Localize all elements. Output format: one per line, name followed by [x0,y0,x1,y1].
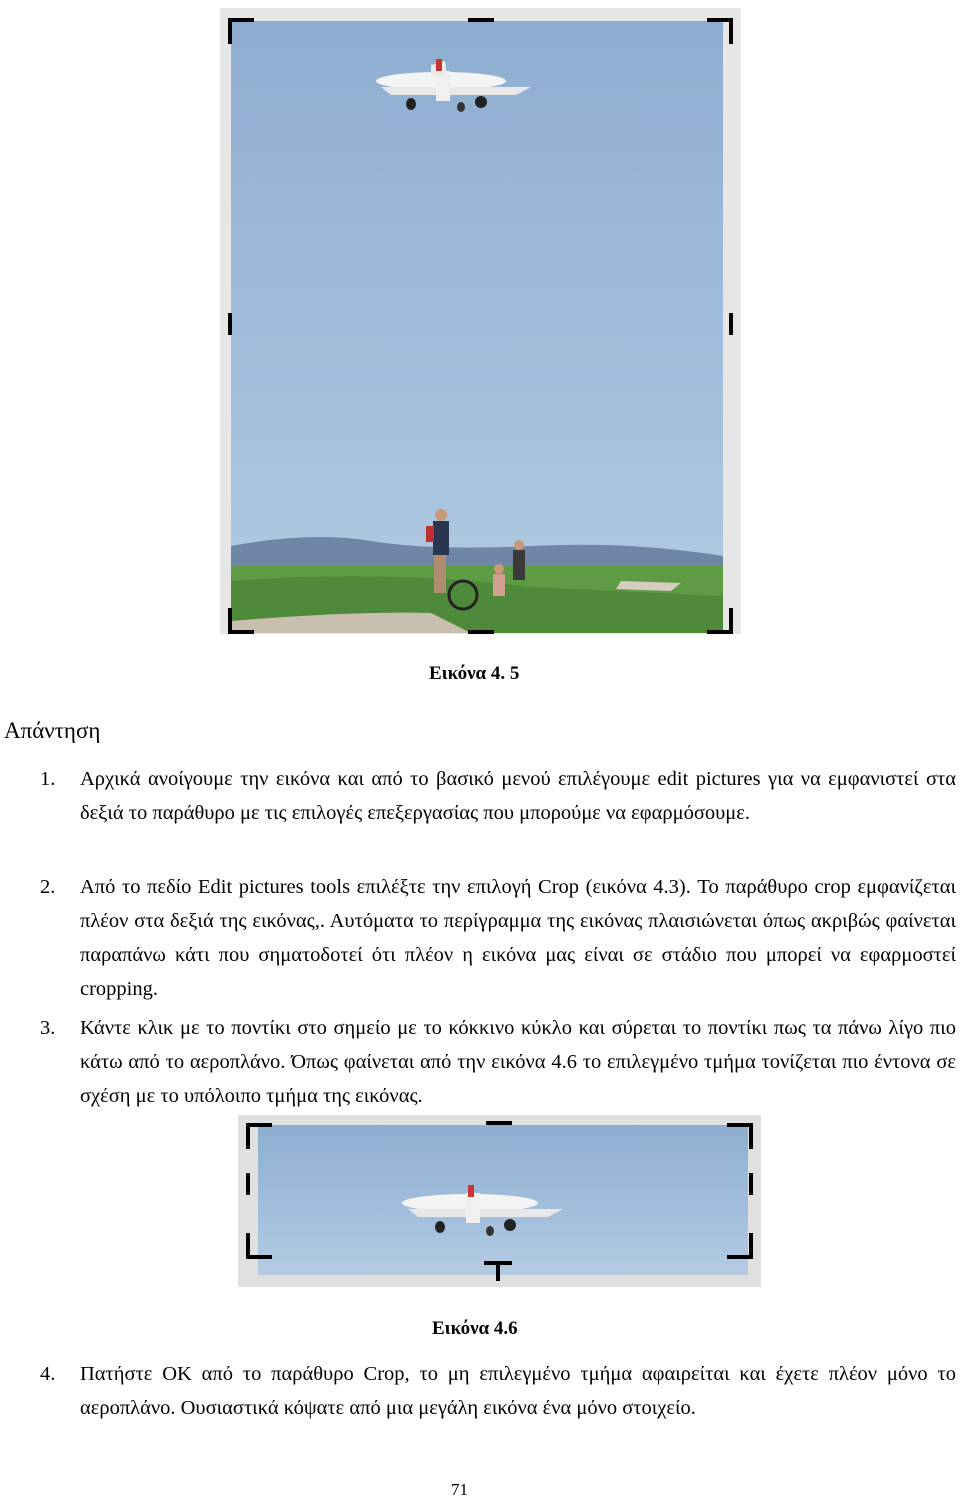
step-number: 1. [40,768,56,790]
crop-corner-bottom-right[interactable] [727,1233,753,1259]
crop-figure-selection [238,1115,761,1287]
crop-corner-top-left[interactable] [228,18,254,44]
crop-handle-left[interactable] [246,1173,250,1195]
crop-corner-bottom-left[interactable] [246,1233,272,1259]
airplane-photo [231,21,723,633]
step-text: Αρχικά ανοίγουμε την εικόνα και από το βασικό μενού επιλέγουμε edit pictures για να εμφανιστεί στα δεξιά το παράθυρο με τις επιλογές επεξεργασίας που μπορούμε να εφαρμόσουμε. [80,768,956,824]
step-number: 3. [40,1017,56,1039]
crop-handle-right[interactable] [749,1173,753,1195]
figure-caption-4-5: Εικόνα 4. 5 [429,663,520,684]
crop-corner-top-right[interactable] [707,18,733,44]
step-text: Από το πεδίο Edit pictures tools επιλέξτε την επιλογή Crop (εικόνα 4.3). Το παράθυρο crop εμφανίζεται πλέον στα δεξιά της εικόνας,. Αυτόματα το περίγραμμα της εικόνας πλαισιώνεται όπως ακριβώς φαίνεται παραπάνω κάτι που σηματοδοτεί ότι πλέον η εικόνα μας είναι σε στάδιο που μπορεί να εφαρμοστεί cropping. [80,876,956,1000]
cropped-airplane-photo [258,1125,748,1275]
step-number: 4. [40,1363,56,1385]
crop-handle-top[interactable] [468,18,494,22]
crop-handle-right[interactable] [729,313,733,335]
step-number: 2. [40,876,56,898]
step-1 [0,762,960,864]
photo-scene [231,21,723,633]
airplane-graphic [376,59,531,112]
step-2 [0,870,960,1010]
page-number: 71 [451,1480,468,1499]
figure-caption-4-6: Εικόνα 4.6 [432,1318,518,1339]
step-text: Κάντε κλικ με το ποντίκι στο σημείο με το κόκκινο κύκλο και σύρεται το ποντίκι πως τα πάνω λίγο πιο κάτω από το αεροπλάνο. Όπως φαίνεται από την εικόνα 4.6 το επιλεγμένο τμήμα τονίζεται πιο έντονα σε σχέση με το υπόλοιπο τμήμα της εικόνας. [80,1017,956,1107]
crop-corner-bottom-right[interactable] [707,608,733,634]
crop-handle-bottom[interactable] [468,630,494,634]
crop-corner-top-left[interactable] [246,1123,272,1149]
crop-corner-bottom-left[interactable] [228,608,254,634]
crop-handle-left[interactable] [228,313,232,335]
step-4 [0,1357,960,1461]
airplane-graphic [402,1185,563,1236]
crop-figure-full [220,8,741,634]
answer-heading: Απάντηση [4,718,101,743]
step-text: Πατήστε OK από το παράθυρο Crop, το μη επιλεγμένο τμήμα αφαιρείται και έχετε πλέον μόνο το αεροπλάνο. Ουσιαστικά κόψατε από μια μεγάλη εικόνα ένα μόνο στοιχείο. [80,1363,956,1419]
step-3 [0,1011,960,1113]
crop-handle-top[interactable] [486,1121,512,1125]
cropped-scene [258,1125,748,1275]
crop-handle-bottom-stem[interactable] [496,1265,500,1281]
crop-corner-top-right[interactable] [727,1123,753,1149]
